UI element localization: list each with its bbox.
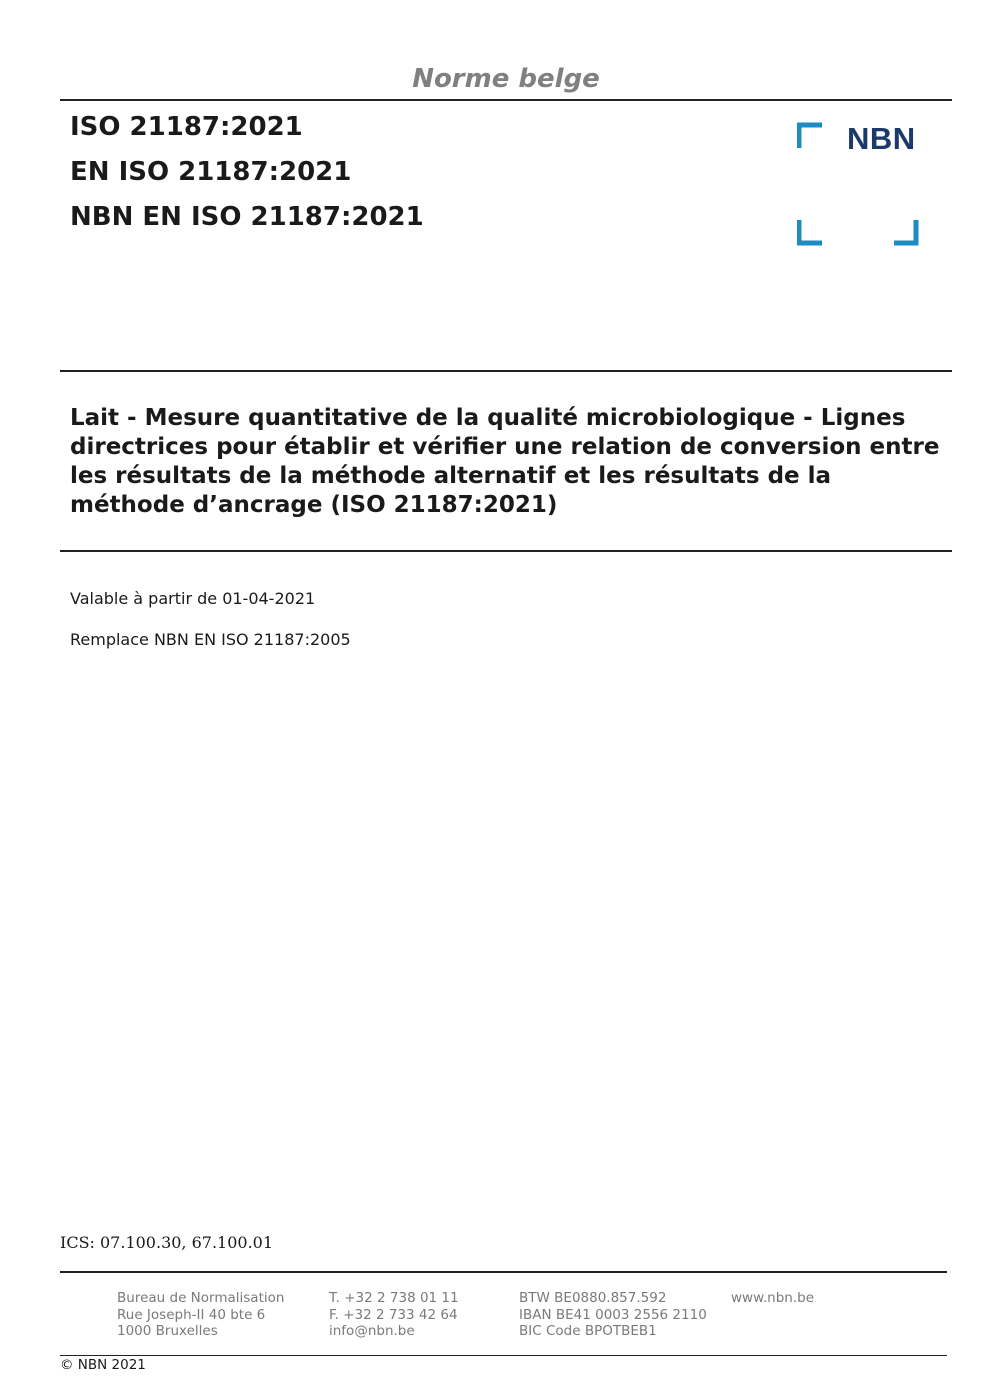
replaces-standard: Remplace NBN EN ISO 21187:2005 xyxy=(70,630,351,649)
footer-website[interactable] xyxy=(731,1290,814,1307)
footer-address-line: Rue Joseph-II 40 bte 6 xyxy=(117,1306,266,1323)
footer-address-line: Bureau de Normalisation xyxy=(117,1290,285,1306)
nbn-standard-number: NBN EN ISO 21187:2021 xyxy=(70,202,424,232)
footer-phone: T. +32 2 738 01 11 xyxy=(329,1290,459,1306)
header-rule xyxy=(60,99,952,101)
document-title: Lait - Mesure quantitative de la qualité microbiologique - Lignes directrices pour établir et vérifier une relation de conversion entre les résultats de la méthode alternatif et les résultats de la méthode d’ancrage (ISO 21187:2021) xyxy=(70,405,940,518)
iso-standard-number: ISO 21187:2021 xyxy=(70,112,303,142)
title-bottom-rule xyxy=(60,550,952,552)
footer-contact xyxy=(329,1290,459,1340)
nbn-logo-text: NBN xyxy=(847,121,916,156)
copyright-notice: © NBN 2021 xyxy=(60,1357,146,1373)
footer-email[interactable]: info@nbn.be xyxy=(329,1323,415,1339)
ics-codes: ICS: 07.100.30, 67.100.01 xyxy=(60,1233,274,1252)
footer-vat: BTW BE0880.857.592 xyxy=(519,1290,667,1306)
footer-address-line: 1000 Bruxelles xyxy=(117,1323,218,1339)
validity-date: Valable à partir de 01-04-2021 xyxy=(70,589,316,608)
footer-top-rule xyxy=(60,1271,947,1273)
en-standard-number: EN ISO 21187:2021 xyxy=(70,157,352,187)
footer-bank xyxy=(519,1290,707,1340)
title-top-rule xyxy=(60,370,952,372)
footer-fax: F. +32 2 733 42 64 xyxy=(329,1306,458,1323)
document-type-label: Norme belge xyxy=(412,64,600,94)
footer-bic: BIC Code BPOTBEB1 xyxy=(519,1323,657,1339)
nbn-logo xyxy=(797,122,921,248)
footer-bottom-rule xyxy=(60,1355,947,1356)
footer-iban: IBAN BE41 0003 2556 2110 xyxy=(519,1306,707,1323)
footer-address xyxy=(117,1290,284,1340)
footer-website-link[interactable]: www.nbn.be xyxy=(731,1290,815,1306)
